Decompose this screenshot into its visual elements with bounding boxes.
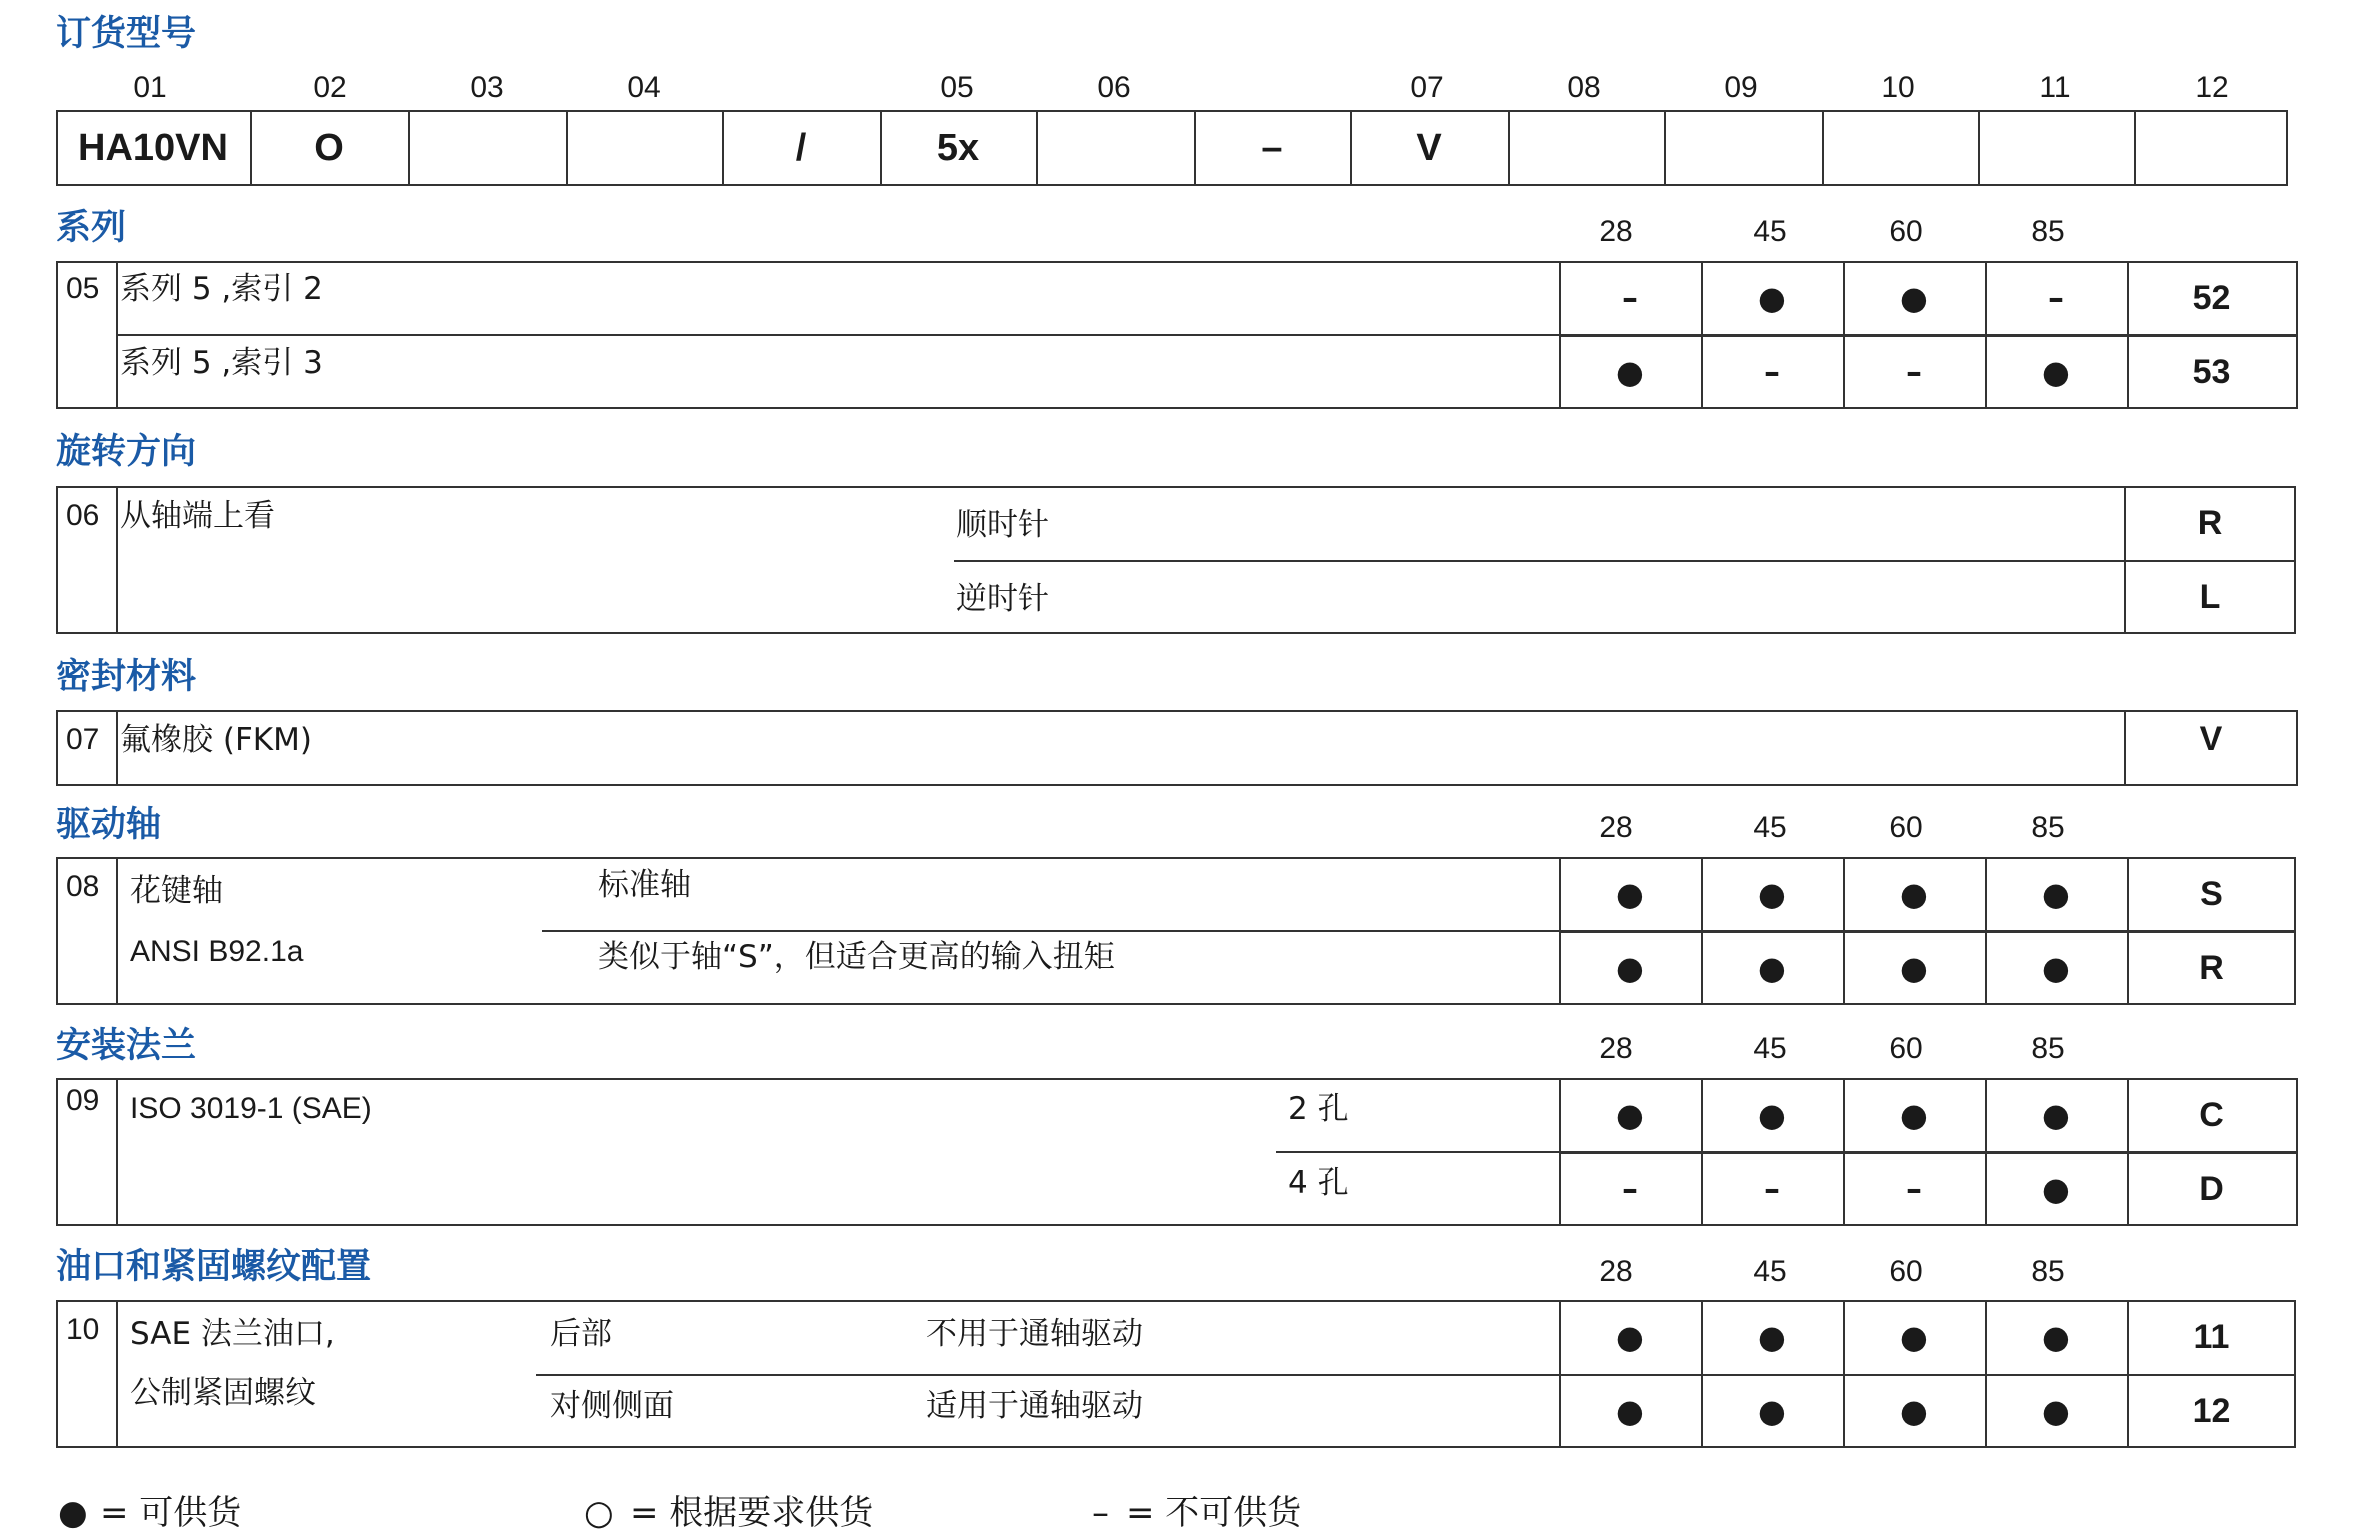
availability-mark: –: [2048, 279, 2064, 317]
shaft-row-1-label: 标准轴: [598, 867, 691, 903]
availability-mark: ●: [1900, 1318, 1928, 1356]
series-pos: 05: [66, 272, 100, 305]
series-row-2-label: 系列 5 ,索引 3: [120, 345, 323, 381]
availability-mark: ●: [2042, 353, 2070, 391]
availability-mark: ●: [1758, 949, 1786, 987]
shaft-label-2: ANSI B92.1a: [130, 935, 304, 968]
rotation-code-r: R: [2197, 503, 2223, 542]
ordering-field: [1978, 110, 2134, 186]
availability-mark: ●: [2042, 1096, 2070, 1134]
order-code: C: [2199, 1095, 2224, 1134]
availability-mark: ●: [1900, 1392, 1928, 1430]
position-number: 06: [1097, 71, 1131, 104]
ordering-field: 5x: [936, 126, 980, 169]
availability-mark: ●: [1616, 949, 1644, 987]
availability-mark: ●: [1616, 1318, 1644, 1356]
availability-mark: ●: [1900, 279, 1928, 317]
order-code: 53: [2192, 352, 2231, 391]
shaft-row-2-label: 类似于轴“S”，但适合更高的输入扭矩: [598, 939, 1115, 975]
availability-mark: ●: [1900, 949, 1928, 987]
series-row-1-label: 系列 5 ,索引 2: [120, 271, 323, 307]
flange-row-1-label: 2 孔: [1288, 1091, 1349, 1127]
size-label: 28: [1599, 215, 1633, 248]
ordering-field: [2134, 110, 2288, 186]
position-number: 09: [1724, 71, 1758, 104]
availability-mark: ●: [1616, 1096, 1644, 1134]
order-code: S: [2200, 874, 2223, 913]
ordering-field: [1664, 110, 1822, 186]
availability-mark: ●: [1758, 875, 1786, 913]
size-label: 85: [2031, 1255, 2065, 1288]
seal-title: 密封材料: [56, 657, 197, 697]
ordering-title: 订货型号: [56, 14, 197, 54]
rotation-label: 从轴端上看: [120, 498, 275, 534]
size-label: 28: [1599, 1032, 1633, 1065]
position-number: 07: [1410, 71, 1444, 104]
flange-pos: 09: [66, 1084, 100, 1117]
order-code: 52: [2192, 278, 2231, 317]
availability-mark: –: [1764, 353, 1780, 391]
size-label: 28: [1599, 1255, 1633, 1288]
ordering-field: [1508, 110, 1664, 186]
rotation-row-2-label: 逆时针: [956, 581, 1049, 617]
availability-mark: ●: [2042, 1170, 2070, 1208]
rotation-row-1-label: 顺时针: [956, 507, 1049, 543]
availability-mark: ●: [2042, 875, 2070, 913]
ordering-field: [1822, 110, 1978, 186]
legend-unavailable-text: = 不可供货: [1126, 1493, 1302, 1533]
availability-mark: –: [1906, 353, 1922, 391]
position-number: 02: [313, 71, 347, 104]
availability-mark: ●: [1900, 875, 1928, 913]
ordering-field: [566, 110, 722, 186]
ports-title: 油口和紧固螺纹配置: [56, 1247, 372, 1287]
availability-mark: –: [1622, 279, 1638, 317]
size-label: 60: [1889, 215, 1923, 248]
ports-label-2: 公制紧固螺纹: [130, 1375, 316, 1411]
rotation-pos: 06: [66, 499, 100, 532]
ordering-field: HA10VN: [78, 126, 228, 169]
shaft-label-1: 花键轴: [130, 873, 223, 909]
order-code: R: [2199, 948, 2224, 987]
flange-title: 安装法兰: [56, 1026, 197, 1066]
order-code: 12: [2192, 1391, 2231, 1430]
size-label: 45: [1753, 1255, 1787, 1288]
seal-table: [56, 710, 2298, 786]
availability-mark: ●: [2042, 1392, 2070, 1430]
availability-mark: ●: [2042, 1318, 2070, 1356]
availability-mark: ●: [1616, 875, 1644, 913]
size-label: 85: [2031, 215, 2065, 248]
availability-mark: –: [1764, 1170, 1780, 1208]
availability-mark: ●: [1758, 279, 1786, 317]
ordering-field: V: [1416, 126, 1442, 169]
ports-row-1-note: 不用于通轴驱动: [926, 1316, 1143, 1352]
availability-mark: –: [1906, 1170, 1922, 1208]
size-label: 45: [1753, 215, 1787, 248]
flange-row-2-label: 4 孔: [1288, 1165, 1349, 1201]
size-label: 85: [2031, 1032, 2065, 1065]
order-code: 11: [2193, 1317, 2230, 1356]
ordering-field: –: [1261, 126, 1283, 169]
legend-on-request-text: = 根据要求供货: [630, 1493, 874, 1533]
ordering-field: [1036, 110, 1194, 186]
position-number: 12: [2195, 71, 2229, 104]
series-title: 系列: [56, 208, 127, 248]
ports-row-2-location: 对侧侧面: [550, 1388, 674, 1424]
rotation-code-l: L: [2199, 577, 2221, 616]
size-label: 60: [1889, 1255, 1923, 1288]
size-label: 45: [1753, 811, 1787, 844]
size-label: 45: [1753, 1032, 1787, 1065]
seal-code: V: [2199, 719, 2223, 758]
flange-label: ISO 3019-1 (SAE): [130, 1092, 372, 1125]
ordering-field: [408, 110, 566, 186]
position-number: 05: [940, 71, 974, 104]
legend-available-symbol: ●: [58, 1493, 88, 1533]
ordering-field: /: [795, 126, 807, 169]
seal-label: 氟橡胶 (FKM): [120, 722, 312, 758]
ports-pos: 10: [66, 1313, 100, 1346]
ordering-field: O: [314, 126, 344, 169]
position-number: 11: [2039, 71, 2071, 104]
shaft-pos: 08: [66, 870, 100, 903]
legend-unavailable-symbol: –: [1092, 1493, 1109, 1533]
position-number: 10: [1881, 71, 1915, 104]
position-number: 01: [133, 71, 167, 104]
availability-mark: ●: [1758, 1392, 1786, 1430]
rotation-title: 旋转方向: [56, 432, 197, 472]
availability-mark: ●: [1616, 353, 1644, 391]
seal-pos: 07: [66, 723, 100, 756]
availability-mark: –: [1622, 1170, 1638, 1208]
availability-mark: ●: [1900, 1096, 1928, 1134]
size-label: 60: [1889, 1032, 1923, 1065]
availability-mark: ●: [1758, 1318, 1786, 1356]
position-number: 04: [627, 71, 661, 104]
legend-available-text: = 可供货: [100, 1493, 242, 1533]
availability-mark: ●: [2042, 949, 2070, 987]
position-number: 08: [1567, 71, 1601, 104]
ports-label-1: SAE 法兰油口,: [130, 1316, 335, 1352]
ports-row-1-location: 后部: [550, 1316, 612, 1352]
size-label: 85: [2031, 811, 2065, 844]
size-label: 60: [1889, 811, 1923, 844]
availability-mark: ●: [1616, 1392, 1644, 1430]
availability-mark: ●: [1758, 1096, 1786, 1134]
position-number: 03: [470, 71, 504, 104]
size-label: 28: [1599, 811, 1633, 844]
ports-row-2-note: 适用于通轴驱动: [926, 1388, 1143, 1424]
order-code: D: [2199, 1169, 2224, 1208]
legend-on-request-symbol: ○: [584, 1493, 614, 1533]
shaft-title: 驱动轴: [56, 805, 162, 845]
